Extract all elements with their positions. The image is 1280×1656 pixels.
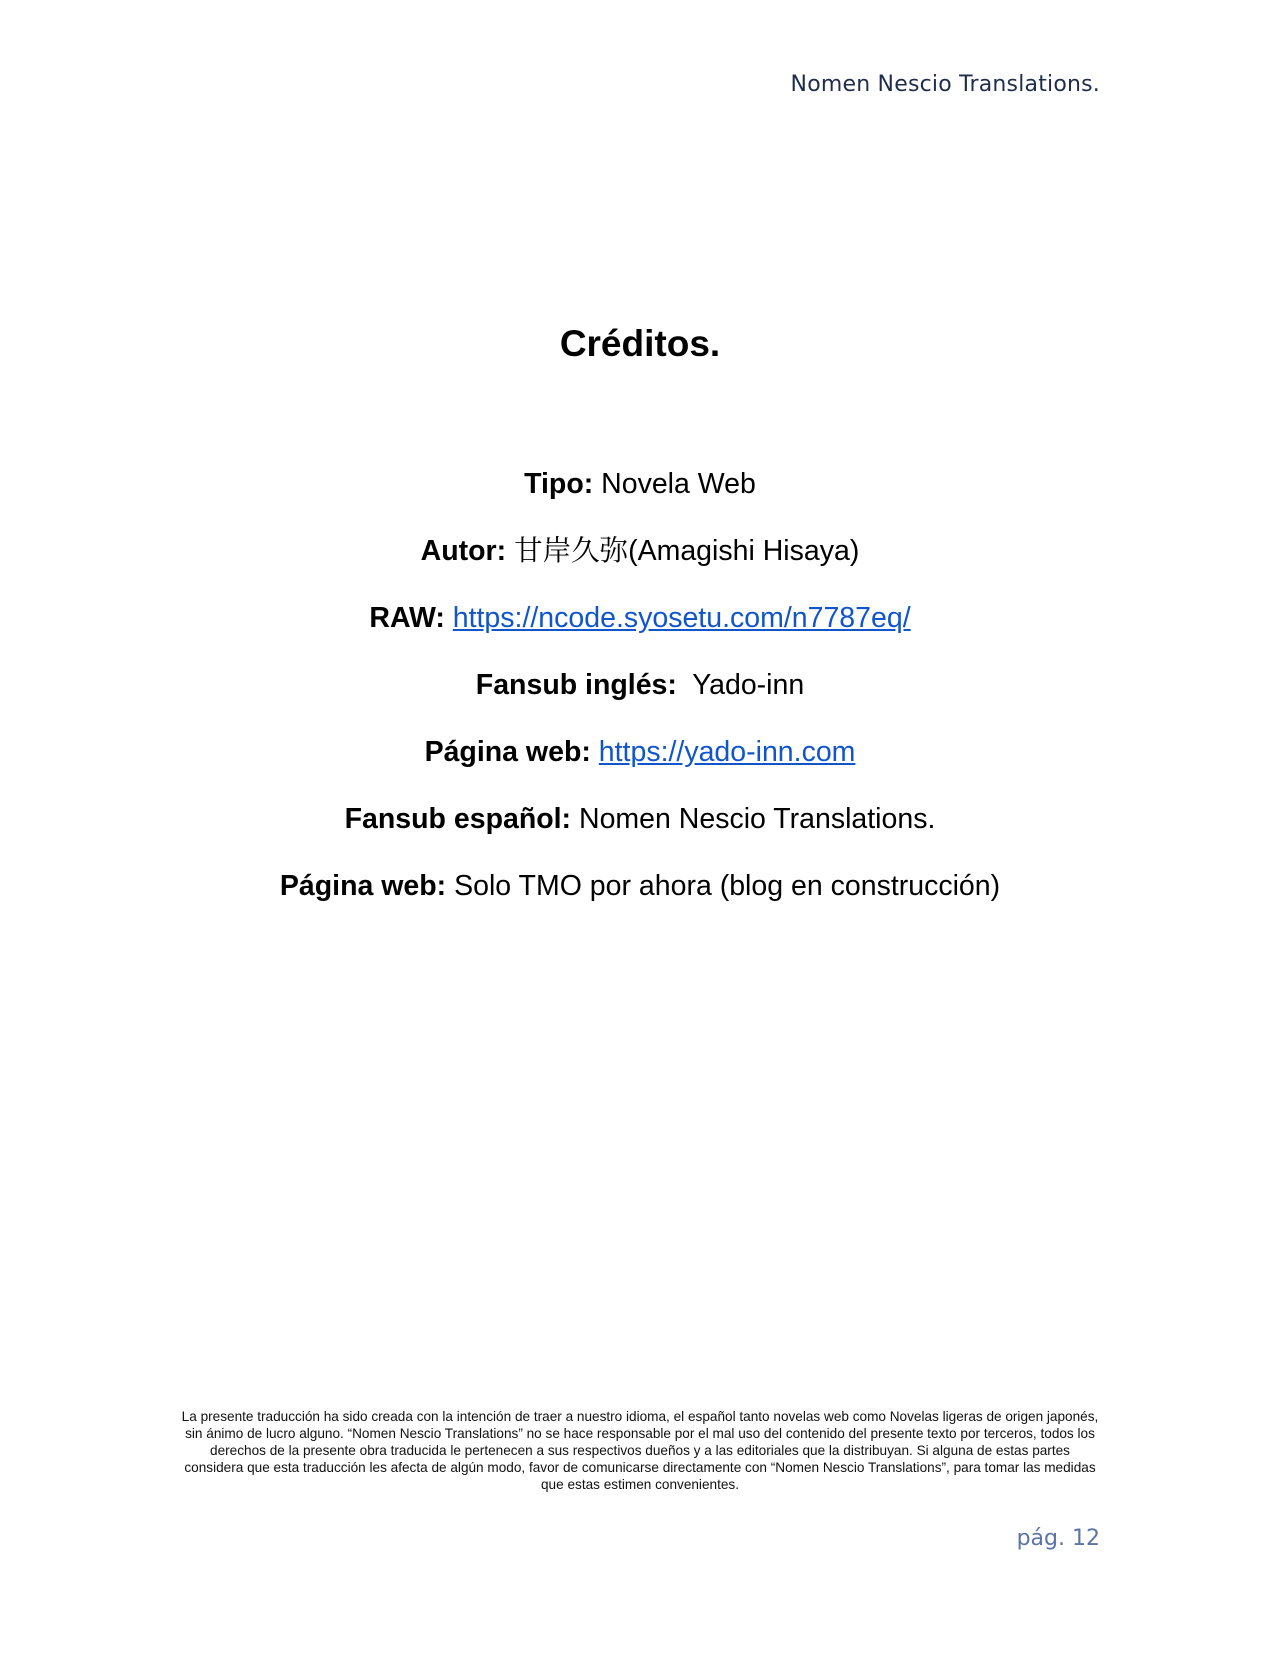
credit-label: Página web: <box>279 870 447 902</box>
credit-pagina-web-ingles <box>0 732 1280 799</box>
credit-value: 甘岸久弥(Amagishi Hisaya) <box>506 535 860 567</box>
credit-raw <box>0 598 1280 665</box>
credit-value: Yado-inn <box>676 669 805 701</box>
page-title: Créditos. <box>559 323 721 364</box>
credit-label: Autor: <box>420 535 507 567</box>
credit-autor <box>0 531 1280 598</box>
credits-list <box>0 464 1280 933</box>
credit-label: Fansub español: <box>344 803 572 835</box>
disclaimer-text: La presente traducción ha sido creada con la intención de traer a nuestro idioma, el español tanto novelas web como Novelas ligeras de origen japonés, sin ánimo de lucro alguno. “Nomen Nescio Translations” no se hace responsable por el mal uso del contenido del presente texto por terceros, todos los derechos de la presente obra traducida le pertenecen a sus respectivos dueños y a las editoriales que la distribuyan. Si alguna de estas partes considera que esta traducción les afecta de algún modo, favor de comunicarse directamente con “Nomen Nescio Translations”, para tomar las medidas que estas estimen convenientes. <box>181 1409 1099 1492</box>
credit-label: Fansub inglés: <box>475 669 677 701</box>
credit-pagina-web-espanol <box>0 866 1280 933</box>
credit-value: Novela Web <box>593 468 756 500</box>
credit-fansub-espanol <box>0 799 1280 866</box>
page-number: pág. 12 <box>1016 1526 1100 1551</box>
page-header: Nomen Nescio Translations. <box>790 72 1100 97</box>
yado-inn-link[interactable]: https://yado-inn.com <box>598 736 856 768</box>
credit-label: Tipo: <box>524 468 594 500</box>
credit-value: Nomen Nescio Translations. <box>571 803 936 835</box>
credit-label: RAW: <box>369 602 445 634</box>
credit-label: Página web: <box>424 736 591 768</box>
credit-tipo <box>0 464 1280 531</box>
credit-value: Solo TMO por ahora (blog en construcción) <box>446 870 1001 902</box>
raw-link[interactable]: https://ncode.syosetu.com/n7787eq/ <box>452 602 911 634</box>
credit-fansub-ingles <box>0 665 1280 732</box>
